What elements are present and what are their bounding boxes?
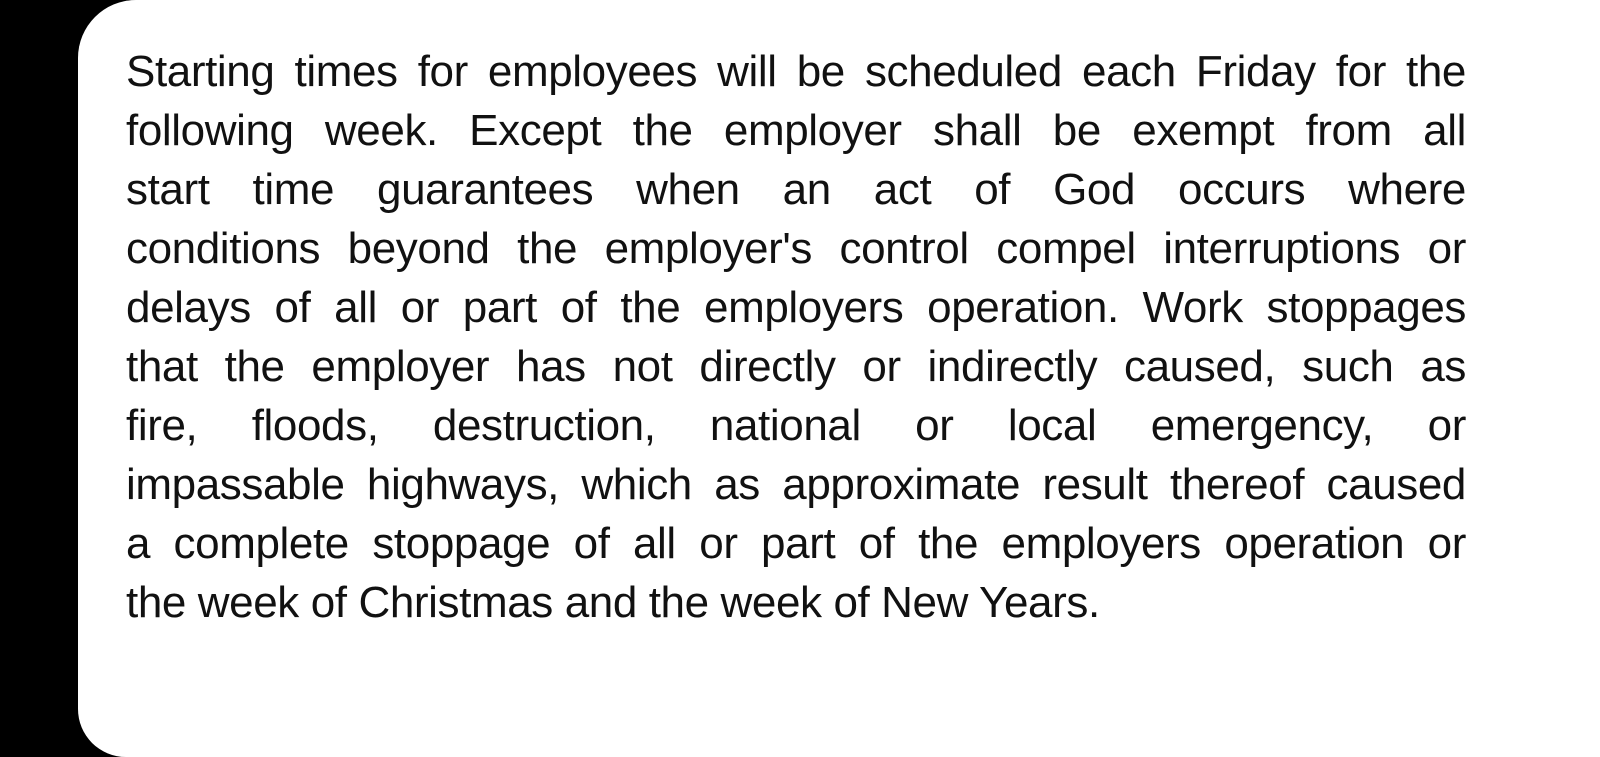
paragraph-line: the week of Christmas and the week of New Years. — [126, 578, 1100, 627]
paragraph-line: delays of all or part of the employers operation. Work stoppages — [126, 283, 1466, 332]
document-card — [78, 0, 1600, 757]
paragraph-line: fire, floods, destruction, national or local emergency, or — [126, 401, 1466, 450]
paragraph-line: following week. Except the employer shall be exempt from all — [126, 106, 1466, 155]
paragraph-line: conditions beyond the employer's control compel interruptions or — [126, 224, 1466, 273]
paragraph-line: Starting times for employees will be scheduled each Friday for the — [126, 47, 1466, 96]
paragraph-line: impassable highways, which as approximate result thereof caused — [126, 460, 1466, 509]
paragraph-line: a complete stoppage of all or part of the employers operation or — [126, 519, 1466, 568]
paragraph — [126, 42, 1466, 632]
paragraph-line: start time guarantees when an act of God occurs where — [126, 165, 1466, 214]
paragraph-line: that the employer has not directly or indirectly caused, such as — [126, 342, 1466, 391]
